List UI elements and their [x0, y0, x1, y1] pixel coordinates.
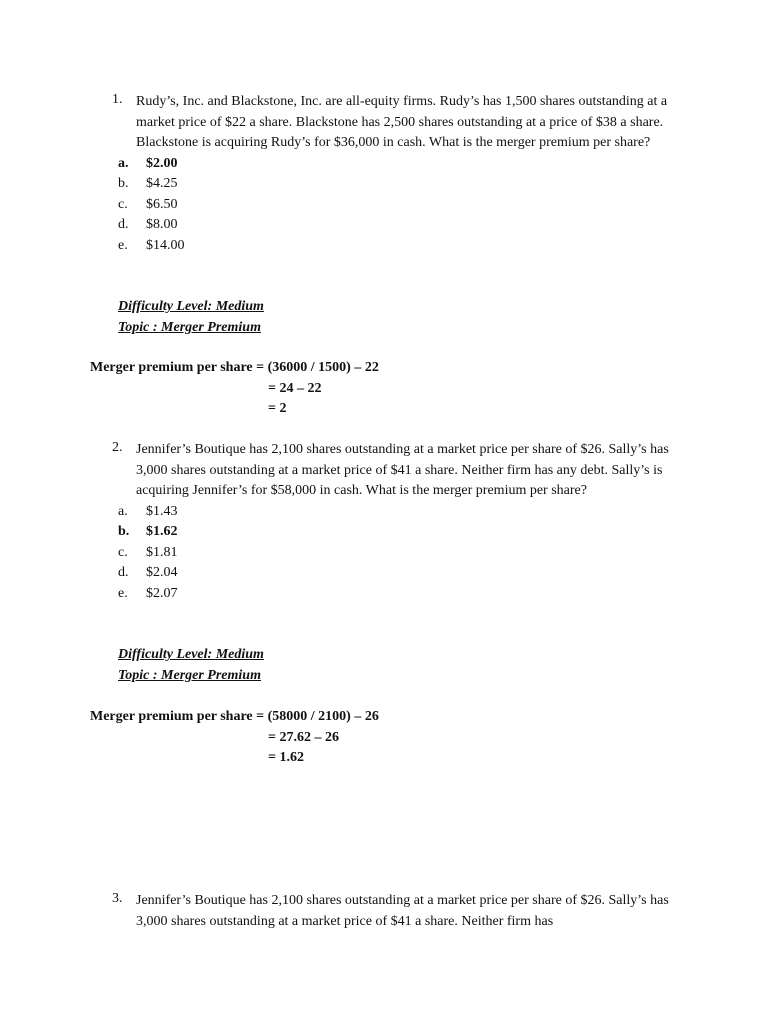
- question-number: 1.: [112, 92, 123, 107]
- solution-line: Merger premium per share = (58000 / 2100) – 26: [90, 709, 379, 724]
- difficulty-level: Difficulty Level: Medium: [118, 647, 264, 662]
- topic-label: Topic : Merger Premium: [118, 668, 261, 683]
- answer-options: [112, 502, 687, 605]
- solution-block: [90, 358, 379, 420]
- topic-label: Topic : Merger Premium: [118, 320, 261, 335]
- question-stem: Rudy’s, Inc. and Blackstone, Inc. are all-equity firms. Rudy’s has 1,500 shares outstanding at a market price of $22 a share. Blackstone has 2,500 shares outstanding at a price of $38 a share. Blackstone is acquiring Rudy’s for $36,000 in cash. What is the merger premium per share?: [136, 94, 668, 150]
- question-1: [112, 92, 687, 256]
- question-3: [112, 891, 687, 932]
- option-e: e. $14.00: [118, 237, 185, 253]
- option-c: c. $6.50: [118, 196, 178, 212]
- question-stem: Jennifer’s Boutique has 2,100 shares outstanding at a market price per share of $26. Sally’s has 3,000 shares outstanding at a market price of $41 a share. Neither firm has: [136, 893, 669, 929]
- question-2: [112, 440, 687, 604]
- option-b: b. $4.25: [118, 176, 178, 191]
- option-d: d. $8.00: [118, 217, 178, 232]
- option-a: a. $2.00: [118, 155, 178, 171]
- solution-line: = 24 – 22: [268, 380, 322, 396]
- option-e: e. $2.07: [118, 585, 178, 601]
- difficulty-level: Difficulty Level: Medium: [118, 299, 264, 314]
- solution-line: Merger premium per share = (36000 / 1500) – 22: [90, 360, 379, 375]
- solution-line: = 2: [268, 401, 287, 416]
- solution-line: = 27.62 – 26: [268, 729, 339, 745]
- question-number: 2.: [112, 440, 123, 455]
- option-a: a. $1.43: [118, 503, 178, 519]
- option-b: b. $1.62: [118, 524, 178, 539]
- solution-block: [90, 707, 379, 769]
- question-stem: Jennifer’s Boutique has 2,100 shares outstanding at a market price per share of $26. Sally’s has 3,000 shares outstanding at a market price of $41 a share. Neither firm has any debt. Sally’s is acquiring Jennifer’s for $58,000 in cash. What is the merger premium per share?: [136, 442, 669, 498]
- answer-options: [112, 154, 687, 257]
- option-c: c. $1.81: [118, 544, 178, 560]
- solution-line: = 1.62: [268, 750, 304, 765]
- option-d: d. $2.04: [118, 565, 178, 580]
- question-number: 3.: [112, 891, 123, 906]
